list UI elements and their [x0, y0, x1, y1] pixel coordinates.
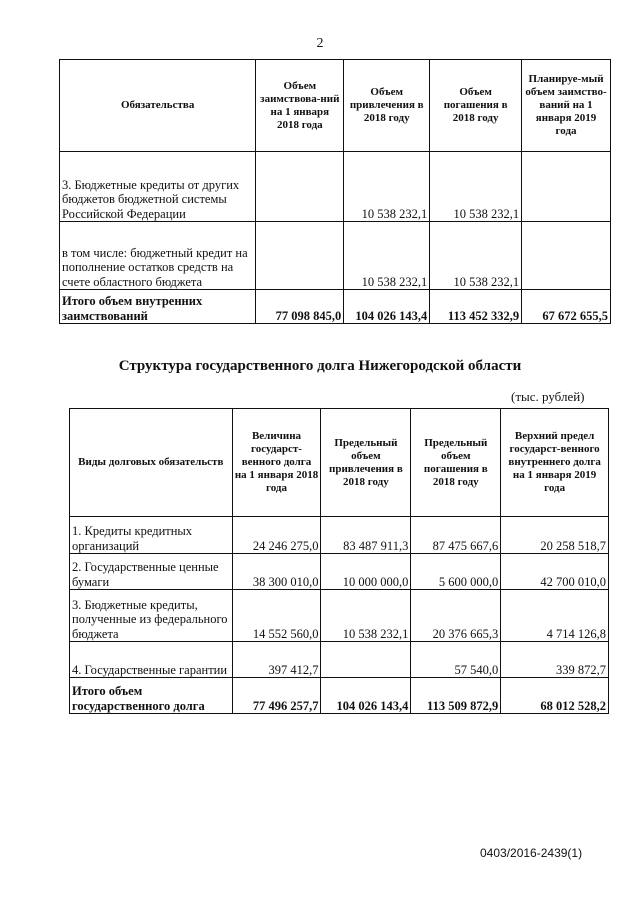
document-code: 0403/2016-2439(1) [480, 846, 583, 860]
header-cell: Обязательства [60, 60, 256, 152]
cell-value: 38 300 010,0 [232, 554, 321, 590]
unit-note: (тыс. рублей) [511, 389, 585, 404]
cell-value: 77 496 257,7 [232, 678, 321, 714]
section-title: Структура государственного долга Нижегородской области [118, 358, 522, 374]
page-number: 2 [316, 36, 324, 51]
header-cell: Предельный объем привлечения в 2018 году [321, 409, 411, 517]
row-label: 4. Государственные гарантии [70, 642, 233, 678]
table-header-row [60, 60, 611, 152]
row-label: Итого объем государственного долга [70, 678, 233, 714]
cell-value: 24 246 275,0 [232, 517, 321, 554]
row-label: 2. Государственные ценные бумаги [70, 554, 233, 590]
table-row [70, 590, 609, 642]
cell-value [321, 642, 411, 678]
header-cell: Объем погашения в 2018 году [430, 60, 522, 152]
table-row [70, 554, 609, 590]
row-label: в том числе: бюджетный кредит на пополнение остатков средств на счете областного бюджета [60, 222, 256, 290]
header-cell: Объем привлечения в 2018 году [344, 60, 430, 152]
cell-value: 14 552 560,0 [232, 590, 321, 642]
cell-value: 10 538 232,1 [344, 222, 430, 290]
cell-value: 10 538 232,1 [430, 152, 522, 222]
cell-value: 77 098 845,0 [256, 290, 344, 324]
row-label: 3. Бюджетные кредиты, полученные из федерального бюджета [70, 590, 233, 642]
table-row [70, 517, 609, 554]
cell-value: 104 026 143,4 [344, 290, 430, 324]
total-row [60, 290, 611, 324]
cell-value: 20 258 518,7 [501, 517, 609, 554]
cell-value [256, 152, 344, 222]
cell-value: 10 538 232,1 [321, 590, 411, 642]
header-cell: Объем заимствова-ний на 1 января 2018 года [256, 60, 344, 152]
cell-value: 83 487 911,3 [321, 517, 411, 554]
cell-value [522, 222, 611, 290]
header-cell: Предельный объем погашения в 2018 году [411, 409, 501, 517]
cell-value: 104 026 143,4 [321, 678, 411, 714]
cell-value: 68 012 528,2 [501, 678, 609, 714]
header-cell: Виды долговых обязательств [70, 409, 233, 517]
cell-value: 113 452 332,9 [430, 290, 522, 324]
cell-value: 10 000 000,0 [321, 554, 411, 590]
debt-structure-table [69, 408, 609, 714]
header-cell: Планируе-мый объем заимство-ваний на 1 января 2019 года [522, 60, 611, 152]
cell-value: 10 538 232,1 [430, 222, 522, 290]
table-row [70, 642, 609, 678]
cell-value: 57 540,0 [411, 642, 501, 678]
cell-value: 113 509 872,9 [411, 678, 501, 714]
cell-value: 5 600 000,0 [411, 554, 501, 590]
table-row [60, 222, 611, 290]
row-label: Итого объем внутренних заимствований [60, 290, 256, 324]
cell-value: 339 872,7 [501, 642, 609, 678]
cell-value: 4 714 126,8 [501, 590, 609, 642]
borrowings-table [59, 59, 611, 324]
header-cell: Верхний предел государст-венного внутреннего долга на 1 января 2019 года [501, 409, 609, 517]
cell-value: 42 700 010,0 [501, 554, 609, 590]
cell-value [522, 152, 611, 222]
row-label: 1. Кредиты кредитных организаций [70, 517, 233, 554]
row-label: 3. Бюджетные кредиты от других бюджетов бюджетной системы Российской Федерации [60, 152, 256, 222]
cell-value [256, 222, 344, 290]
total-row [70, 678, 609, 714]
cell-value: 397 412,7 [232, 642, 321, 678]
table-row [60, 152, 611, 222]
cell-value: 20 376 665,3 [411, 590, 501, 642]
cell-value: 87 475 667,6 [411, 517, 501, 554]
header-cell: Величина государст-венного долга на 1 января 2018 года [232, 409, 321, 517]
table-header-row [70, 409, 609, 517]
cell-value: 10 538 232,1 [344, 152, 430, 222]
cell-value: 67 672 655,5 [522, 290, 611, 324]
